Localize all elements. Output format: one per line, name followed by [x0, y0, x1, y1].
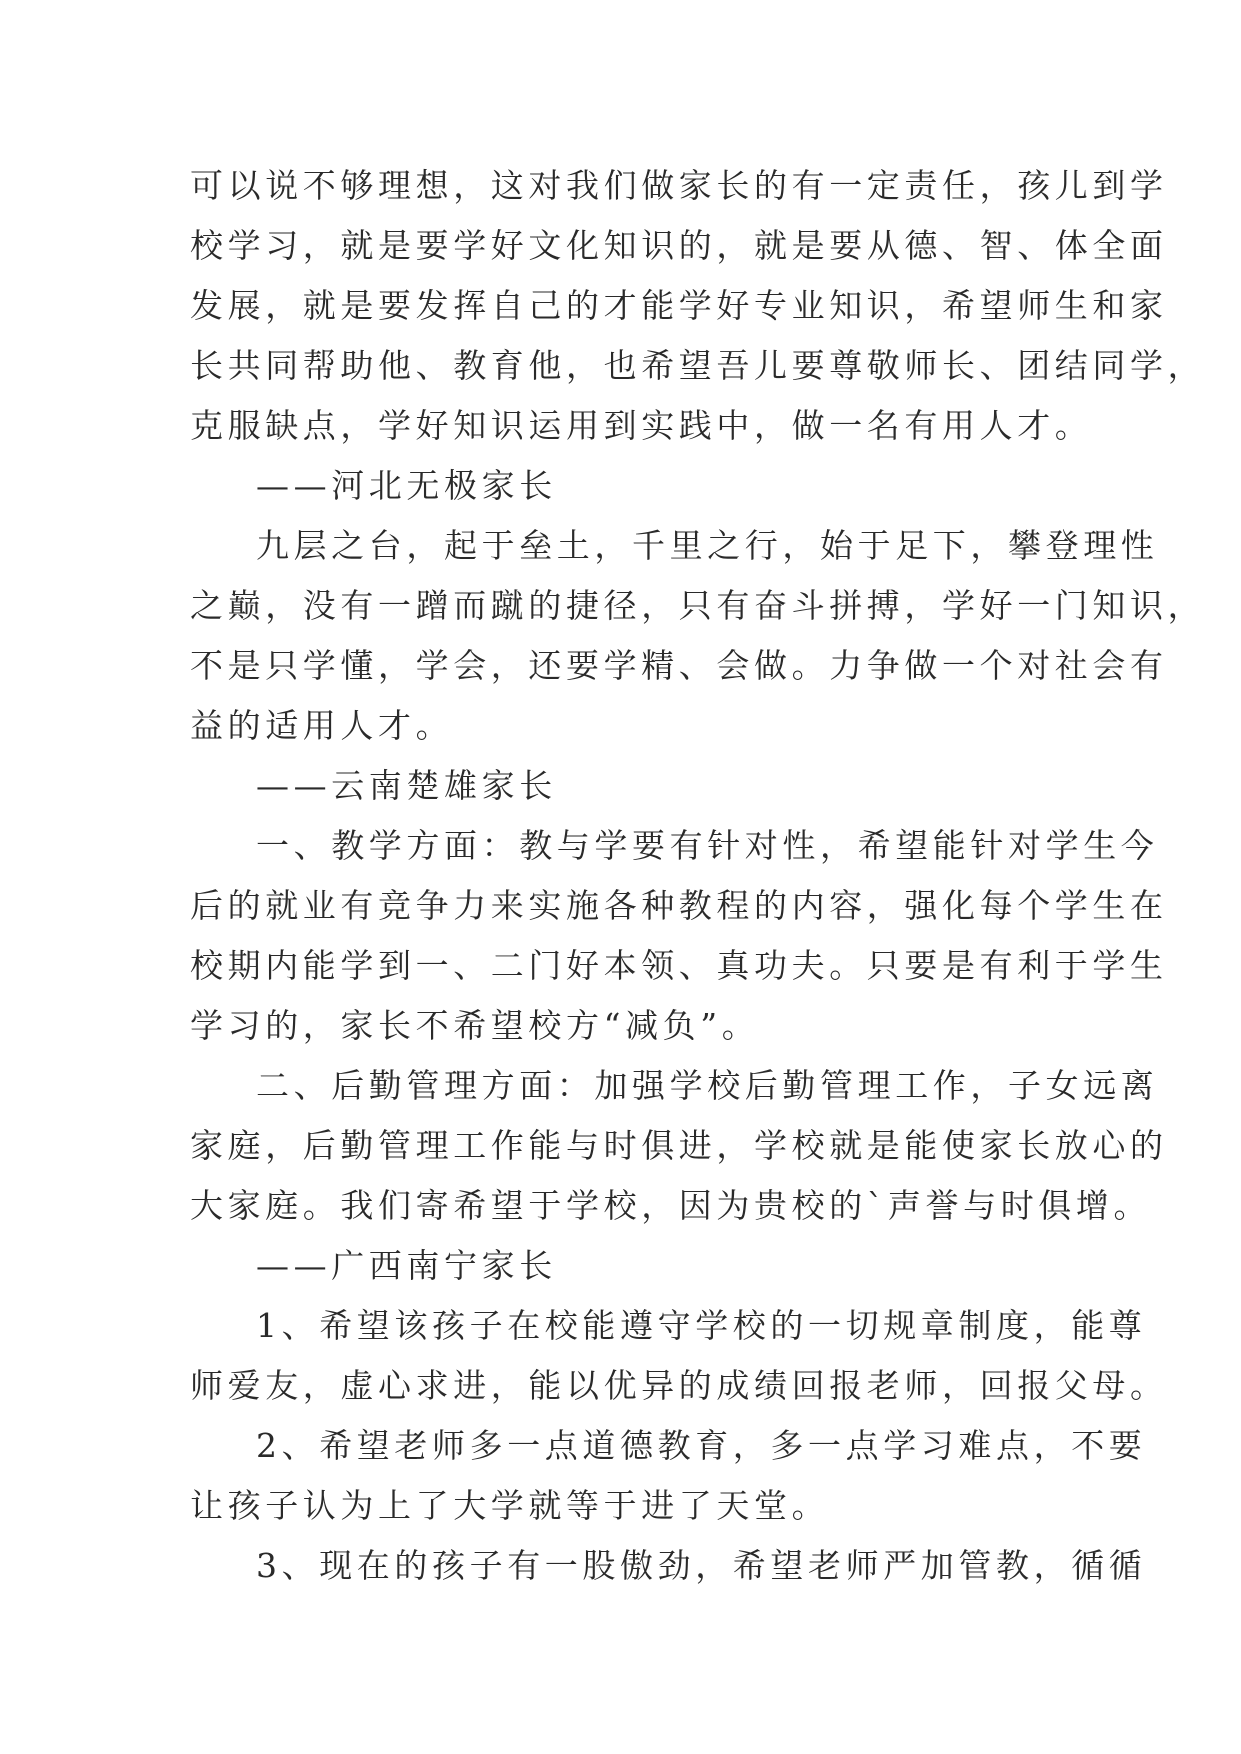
- signature-line: ——广西南宁家长: [256, 1246, 557, 1285]
- text-line: 校学习，就是要学好文化知识的，就是要从德、智、体全面: [190, 226, 1168, 265]
- text-line: 之巅，没有一蹭而蹴的捷径，只有奋斗拼搏，学好一门知识，: [190, 586, 1206, 625]
- document-body: [190, 156, 1206, 1596]
- text-line: 校期内能学到一、二门好本领、真功夫。只要是有利于学生: [190, 946, 1168, 985]
- text-line: 2、希望老师多一点道德教育，多一点学习难点，不要: [256, 1426, 1147, 1465]
- text-line: 师爱友，虚心求进，能以优异的成绩回报老师，回报父母。: [190, 1366, 1168, 1405]
- text-line: 可以说不够理想，这对我们做家长的有一定责任，孩儿到学: [190, 166, 1168, 205]
- text-line: 二、后勤管理方面：加强学校后勤管理工作，子女远离: [256, 1066, 1159, 1105]
- signature-line: ——河北无极家长: [256, 466, 557, 505]
- text-line: 益的适用人才。: [190, 706, 454, 745]
- text-line: 家庭，后勤管理工作能与时俱进，学校就是能使家长放心的: [190, 1126, 1168, 1165]
- text-line: 学习的，家长不希望校方“减负”。: [190, 1006, 760, 1045]
- text-line: 九层之台，起于垒土，千里之行，始于足下，攀登理性: [256, 526, 1159, 565]
- text-line: 大家庭。我们寄希望于学校，因为贵校的`声誉与时俱增。: [190, 1186, 1152, 1225]
- text-line: 让孩子认为上了大学就等于进了天堂。: [190, 1486, 830, 1525]
- text-line: 不是只学懂，学会，还要学精、会做。力争做一个对社会有: [190, 646, 1168, 685]
- signature-line: ——云南楚雄家长: [256, 766, 557, 805]
- text-line: 发展，就是要发挥自己的才能学好专业知识，希望师生和家: [190, 286, 1168, 325]
- text-line: 一、教学方面：教与学要有针对性，希望能针对学生今: [256, 826, 1159, 865]
- text-line: 克服缺点，学好知识运用到实践中，做一名有用人才。: [190, 406, 1093, 445]
- text-line: 1、希望该孩子在校能遵守学校的一切规章制度，能尊: [256, 1306, 1147, 1345]
- text-line: 后的就业有竞争力来实施各种教程的内容，强化每个学生在: [190, 886, 1168, 925]
- text-line: 3、现在的孩子有一股傲劲，希望老师严加管教，循循: [256, 1546, 1147, 1585]
- text-line: 长共同帮助他、教育他，也希望吾儿要尊敬师长、团结同学，: [190, 346, 1206, 385]
